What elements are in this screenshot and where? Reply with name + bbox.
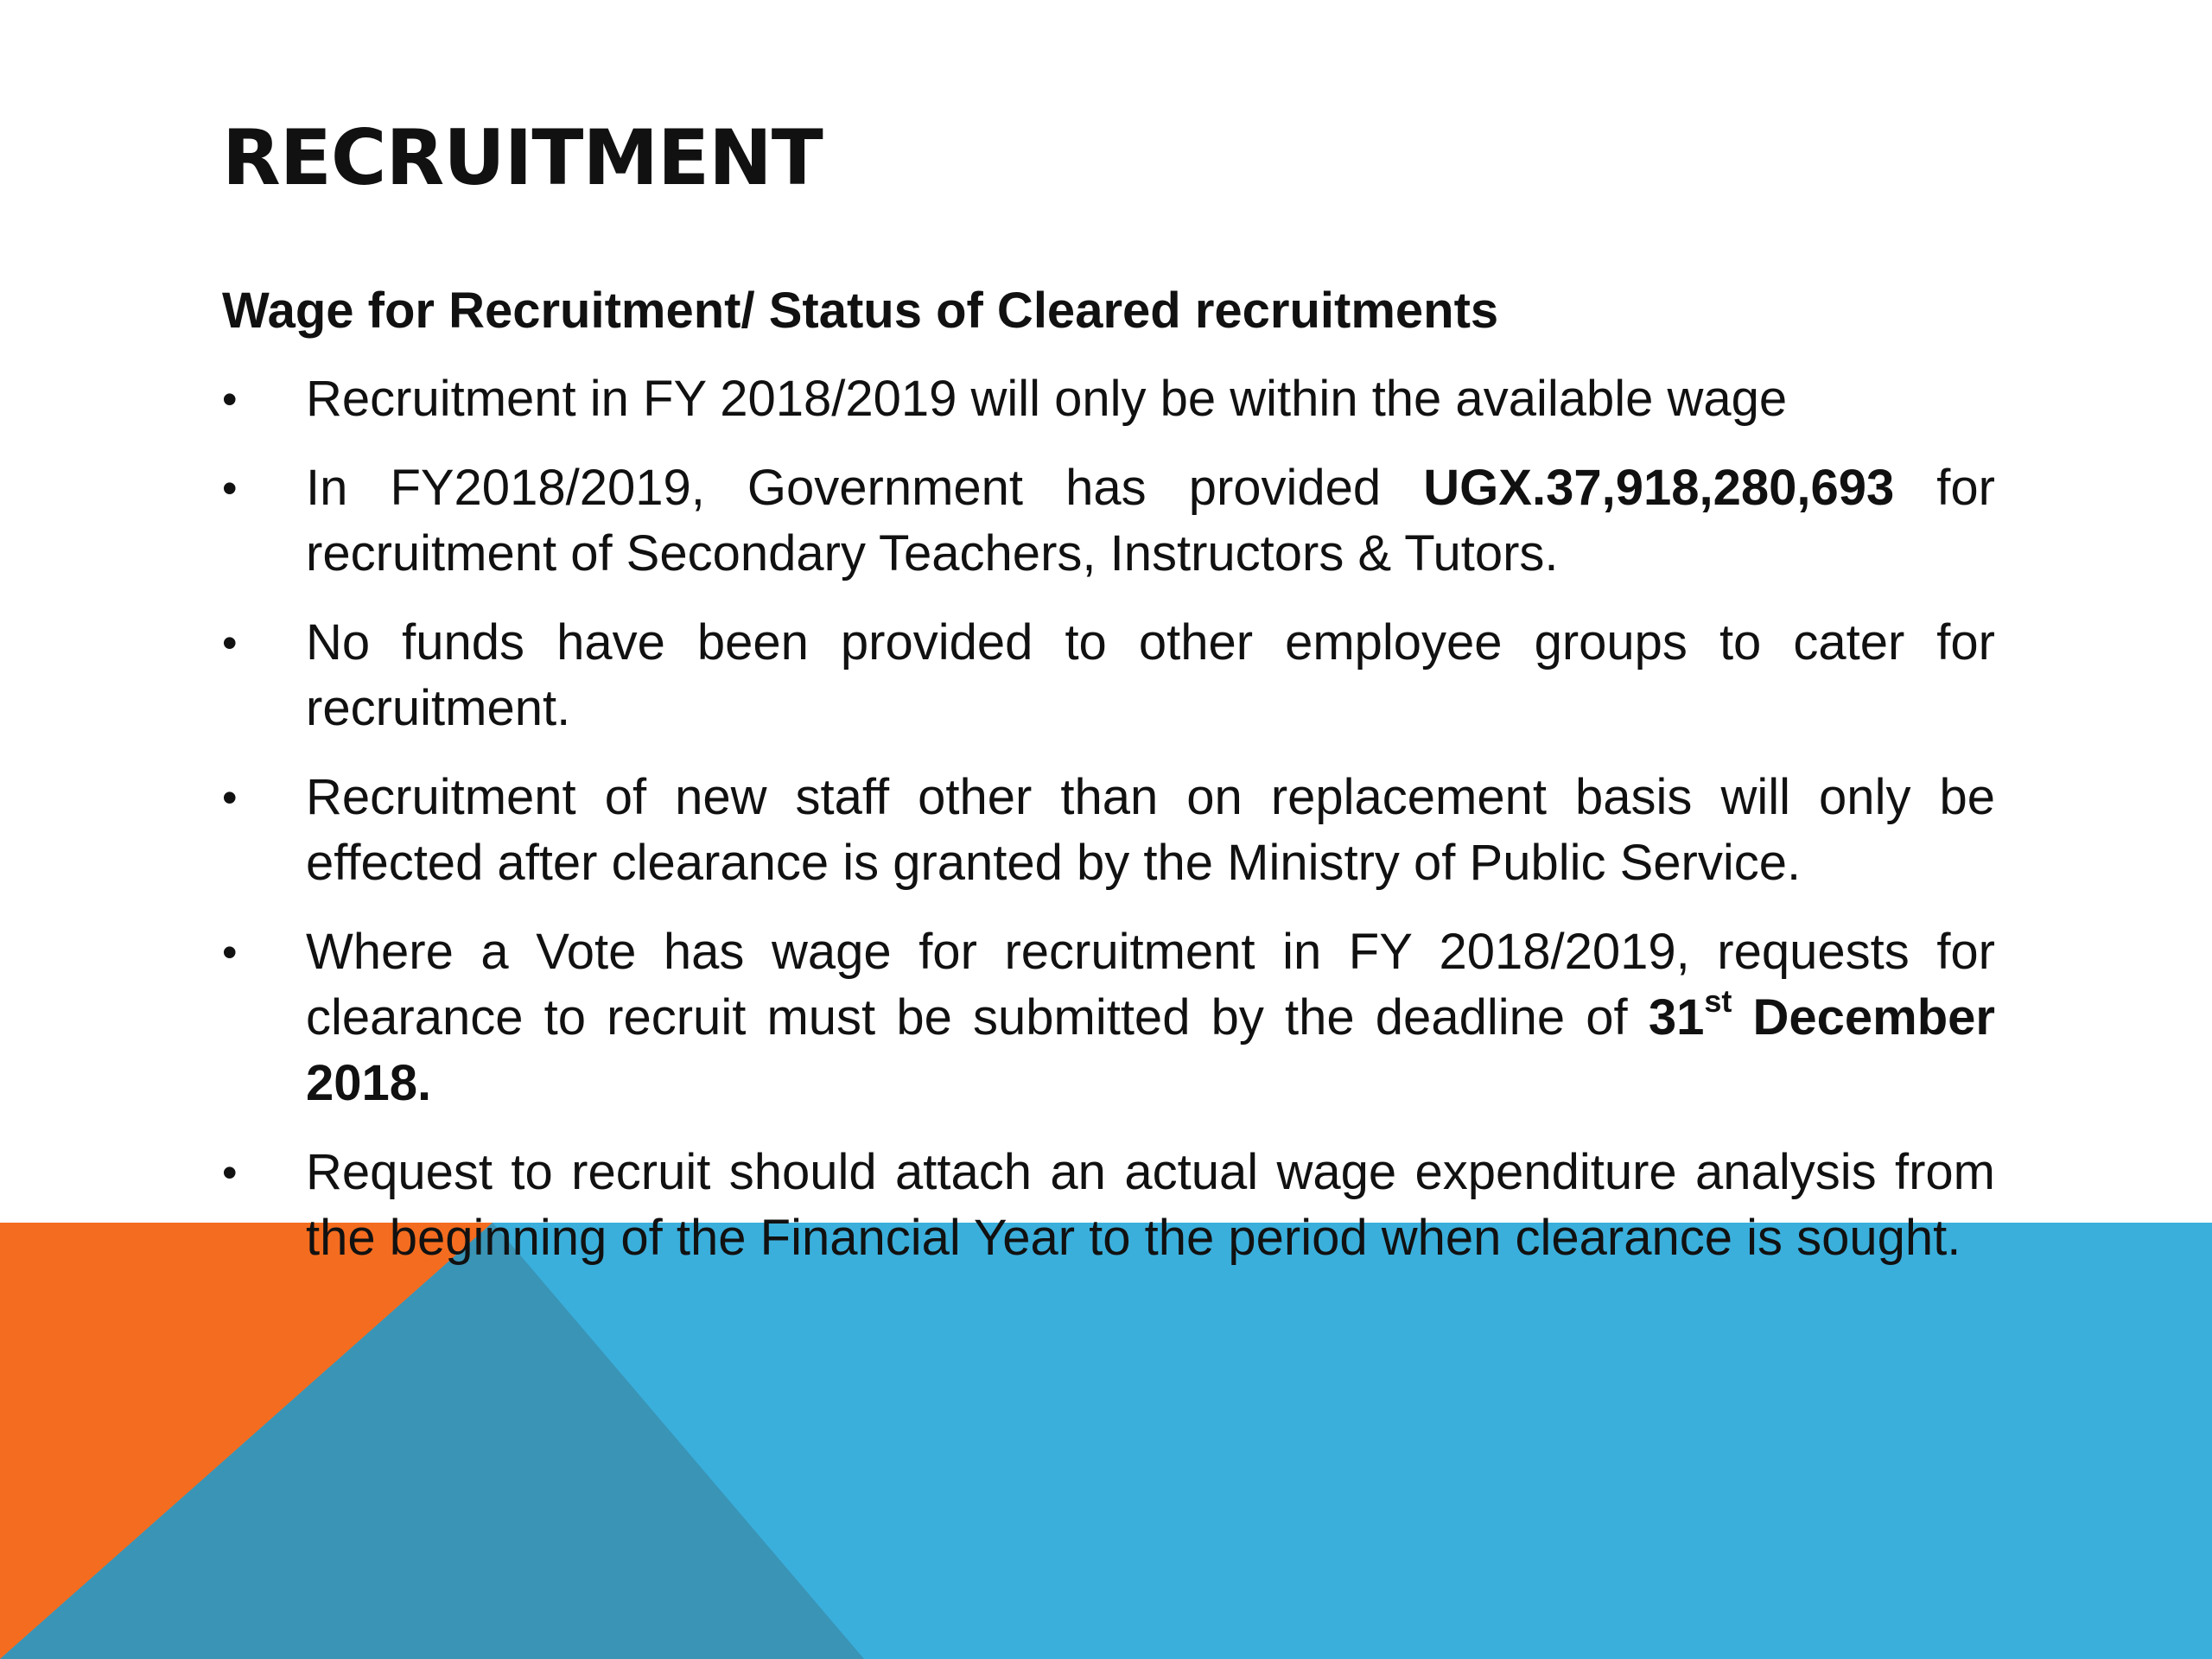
bullet-text: Recruitment of new staff other than on replacement basis will only be effected after clearance is granted by the Ministry of Public Service. <box>306 769 1995 891</box>
bullet-dot: • <box>222 928 238 976</box>
bullet-item <box>222 366 1995 432</box>
bullet-dot: • <box>222 375 238 423</box>
bullet-dot: • <box>222 619 238 667</box>
bullet-text: Request to recruit should attach an actual wage expenditure analysis from the beginning of the Financial Year to the period when clearance is sought. <box>306 1144 1995 1266</box>
bullet-list <box>222 366 1995 1271</box>
bullet-text: Recruitment in FY 2018/2019 will only be within the available wage <box>306 371 1788 427</box>
bullet-dot: • <box>222 773 238 822</box>
bullet-text: for recruitment of Secondary Teachers, Instructors & Tutors. <box>306 460 1995 582</box>
bullet-item <box>222 919 1995 1116</box>
bullet-dot: • <box>222 1148 238 1197</box>
bullet-item <box>222 455 1995 587</box>
bullet-item <box>222 765 1995 896</box>
bullet-text: Where a Vote has wage for recruitment in FY 2018/2019, requests for clearance to recruit must be submitted by the deadline of <box>306 924 1995 1046</box>
deadline-day: 31 <box>1648 989 1705 1046</box>
section-subtitle: Wage for Recruitment/ Status of Cleared recruitments <box>222 283 1499 339</box>
bullet-item <box>222 1140 1995 1271</box>
bullet-item <box>222 610 1995 741</box>
slide-body <box>222 278 1995 1294</box>
deadline-month-year: December 2018. <box>306 989 1995 1111</box>
bullet-text: In FY2018/2019, Government has provided <box>306 460 1424 516</box>
deadline-ordinal-suffix: st <box>1704 983 1732 1019</box>
bullet-dot: • <box>222 464 238 512</box>
wage-amount: UGX.37,918,280,693 <box>1423 460 1895 516</box>
bullet-text: No funds have been provided to other employee groups to cater for recruitment. <box>306 614 1995 736</box>
slide-title: RECRUITMENT <box>222 113 823 202</box>
